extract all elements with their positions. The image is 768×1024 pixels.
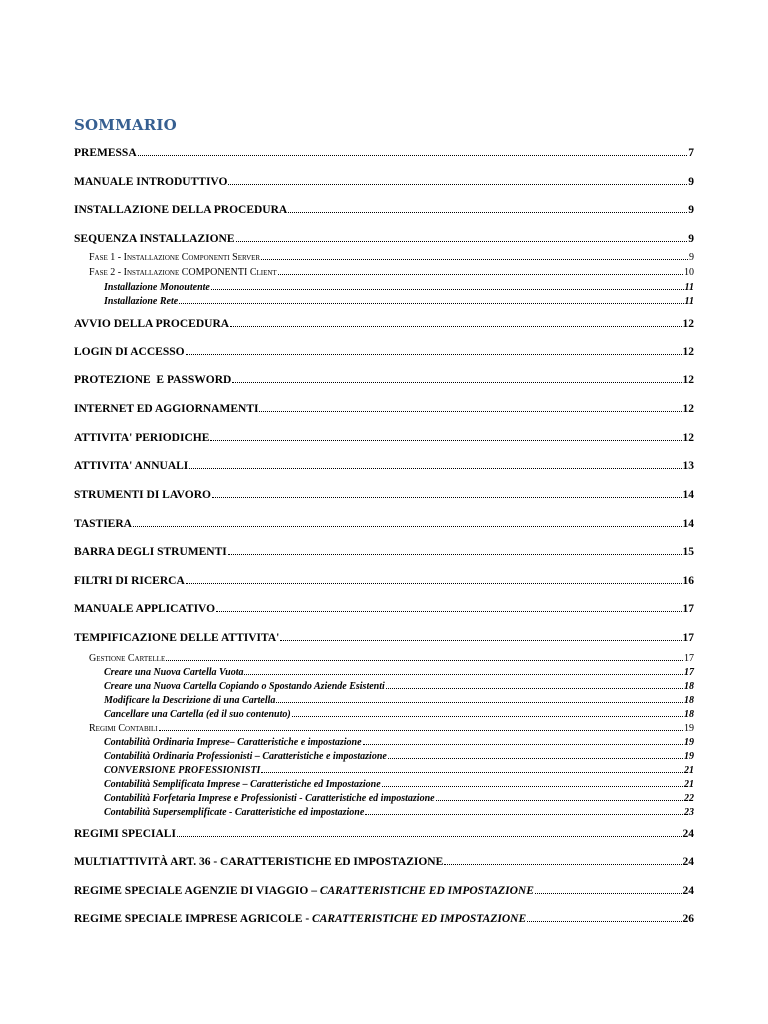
toc-entry-label: Creare una Nuova Cartella Vuota: [104, 667, 244, 678]
toc-entry[interactable]: [74, 372, 694, 386]
toc-entry-label: ATTIVITA' PERIODICHE: [74, 432, 210, 444]
toc-entry-page: 17: [682, 603, 694, 615]
toc-entry-page: 19: [684, 737, 694, 748]
toc-subsubentry[interactable]: [104, 735, 694, 748]
toc-entry-label: [74, 913, 526, 925]
toc-entry-page: 24: [682, 885, 694, 897]
toc-entry-label: MANUALE INTRODUTTIVO: [74, 176, 228, 188]
toc-entry-label: Regimi Contabili: [89, 723, 158, 734]
toc-entry-label: STRUMENTI DI LAVORO: [74, 489, 211, 501]
toc-entry-page: 24: [682, 856, 694, 868]
toc-entry-page: 12: [682, 346, 694, 358]
toc-entry-label: PREMESSA: [74, 147, 137, 159]
toc-subsubentry[interactable]: [104, 294, 694, 307]
toc-entry-label: SEQUENZA INSTALLAZIONE: [74, 233, 235, 245]
toc-entry-page: 14: [682, 518, 694, 530]
toc-entry[interactable]: [74, 883, 694, 897]
toc-entry-page: 18: [684, 695, 694, 706]
toc-subsubentry[interactable]: [104, 280, 694, 293]
toc-entry-page: 11: [684, 296, 694, 307]
toc-subsubentry[interactable]: [104, 749, 694, 762]
toc-entry-page: 13: [682, 460, 694, 472]
toc-entry-page: 9: [689, 252, 694, 263]
toc-entry-label-main: REGIME SPECIALE AGENZIE DI VIAGGIO –: [74, 885, 320, 897]
toc-entry[interactable]: [74, 854, 694, 868]
toc-entry-label: BARRA DEGLI STRUMENTI: [74, 546, 227, 558]
toc-entry[interactable]: [74, 911, 694, 925]
toc-entry[interactable]: [74, 458, 694, 472]
toc-entry[interactable]: [74, 145, 694, 159]
toc-entry-label: INTERNET ED AGGIORNAMENTI: [74, 403, 259, 415]
toc-entry-page: 22: [684, 793, 694, 804]
toc-entry-label: Gestione Cartelle: [89, 653, 166, 664]
toc-entry-page: 12: [682, 403, 694, 415]
toc-subsubentry[interactable]: [104, 805, 694, 818]
toc-entry-label: PROTEZIONE E PASSWORD: [74, 374, 232, 386]
toc-entry-label: Contabilità Semplificata Imprese – Caratteristiche ed Impostazione: [104, 779, 381, 790]
toc-entry-label: TEMPIFICAZIONE DELLE ATTIVITA': [74, 632, 280, 644]
toc-entry[interactable]: [74, 174, 694, 188]
toc-entry-label: CONVERSIONE PROFESSIONISTI: [104, 765, 261, 776]
toc-entry-label: Contabilità Ordinaria Imprese– Caratteristiche e impostazione: [104, 737, 362, 748]
toc-entry-label: MANUALE APPLICATIVO: [74, 603, 216, 615]
toc-entry-page: 14: [682, 489, 694, 501]
toc-entry-label: Cancellare una Cartella (ed il suo contenuto): [104, 709, 291, 720]
toc-entry-page: 12: [682, 432, 694, 444]
toc-entry-page: 21: [684, 779, 694, 790]
toc-entry-page: 9: [688, 176, 694, 188]
toc-entry-page: 19: [684, 723, 694, 734]
toc-entry[interactable]: [74, 316, 694, 330]
toc-entry-page: 23: [684, 807, 694, 818]
toc-entry-label: [74, 885, 534, 897]
toc-entry-label: REGIMI SPECIALI: [74, 828, 176, 840]
toc-entry-label: INSTALLAZIONE DELLA PROCEDURA: [74, 204, 288, 216]
toc-entry-page: 18: [684, 709, 694, 720]
toc-entry-label: Contabilità Forfetaria Imprese e Professionisti - Caratteristiche ed impostazione: [104, 793, 435, 804]
toc-entry[interactable]: [74, 231, 694, 245]
toc-entry[interactable]: [74, 630, 694, 644]
toc-entry-page: 9: [688, 233, 694, 245]
toc-entry-label: Installazione Rete: [104, 296, 179, 307]
toc-entry-label: Fase 2 - Installazione COMPONENTI Client: [89, 267, 277, 278]
toc-entry-label: AVVIO DELLA PROCEDURA: [74, 318, 230, 330]
toc-entry-label: Modificare la Descrizione di una Cartella: [104, 695, 276, 706]
toc-entry-label: Installazione Monoutente: [104, 282, 210, 293]
toc-entry[interactable]: [74, 430, 694, 444]
toc-entry-page: 24: [682, 828, 694, 840]
toc-entry[interactable]: [74, 516, 694, 530]
toc-entry-page: 15: [682, 546, 694, 558]
toc-entry-page: 10: [684, 267, 694, 278]
toc-entry-label: FILTRI DI RICERCA: [74, 575, 185, 587]
toc-entry[interactable]: [74, 401, 694, 415]
toc-entry-label: Contabilità Ordinaria Professionisti – Caratteristiche e impostazione: [104, 751, 387, 762]
toc-entry-label: Fase 1 - Installazione Componenti Server: [89, 252, 261, 263]
toc-subentry[interactable]: [89, 651, 694, 664]
toc-entry-label-main: REGIME SPECIALE IMPRESE AGRICOLE -: [74, 913, 313, 925]
toc-entry-page: 7: [688, 147, 694, 159]
toc-entry-page: 12: [682, 318, 694, 330]
toc-subsubentry[interactable]: [104, 693, 694, 706]
toc-entry-label: MULTIATTIVITÀ ART. 36 - CARATTERISTICHE ED IMPOSTAZIONE: [74, 856, 444, 868]
toc-entry[interactable]: [74, 573, 694, 587]
toc-entry-label-italic: CARATTERISTICHE ED IMPOSTAZIONE: [312, 913, 527, 925]
toc-entry[interactable]: [74, 601, 694, 615]
toc-entry[interactable]: [74, 487, 694, 501]
toc-entry-page: 12: [682, 374, 694, 386]
toc-entry-page: 21: [684, 765, 694, 776]
toc-subsubentry[interactable]: [104, 679, 694, 692]
toc-subsubentry[interactable]: [104, 777, 694, 790]
toc-subentry[interactable]: [89, 265, 694, 278]
toc-title: SOMMARIO: [74, 116, 177, 134]
toc-entry-label: Contabilità Supersemplificate - Caratteristiche ed impostazione: [104, 807, 365, 818]
toc-entry[interactable]: [74, 544, 694, 558]
toc-entry-page: 17: [684, 653, 694, 664]
toc-entry-page: 16: [682, 575, 694, 587]
toc-entry-label: ATTIVITA' ANNUALI: [74, 460, 189, 472]
toc-entry[interactable]: [74, 826, 694, 840]
toc-entry-label: TASTIERA: [74, 518, 132, 530]
toc-entry[interactable]: [74, 344, 694, 358]
toc-entry-page: 17: [684, 667, 694, 678]
toc-subsubentry[interactable]: [104, 791, 694, 804]
toc-subentry[interactable]: [89, 721, 694, 734]
toc-entry-page: 11: [684, 282, 694, 293]
toc-entry[interactable]: [74, 202, 694, 216]
toc-subsubentry[interactable]: [104, 665, 694, 678]
toc-entry-page: 17: [682, 632, 694, 644]
toc-entry-page: 26: [682, 913, 694, 925]
toc-entry-page: 18: [684, 681, 694, 692]
toc-subsubentry[interactable]: [104, 707, 694, 720]
toc-entry-page: 19: [684, 751, 694, 762]
toc-entry-page: 9: [688, 204, 694, 216]
toc-entry-label-italic: CARATTERISTICHE ED IMPOSTAZIONE: [319, 885, 534, 897]
toc-subsubentry[interactable]: [104, 763, 694, 776]
toc-entry-label: Creare una Nuova Cartella Copiando o Spostando Aziende Esistenti: [104, 681, 385, 692]
toc-subentry[interactable]: [89, 250, 694, 263]
toc-entry-label: LOGIN DI ACCESSO: [74, 346, 185, 358]
